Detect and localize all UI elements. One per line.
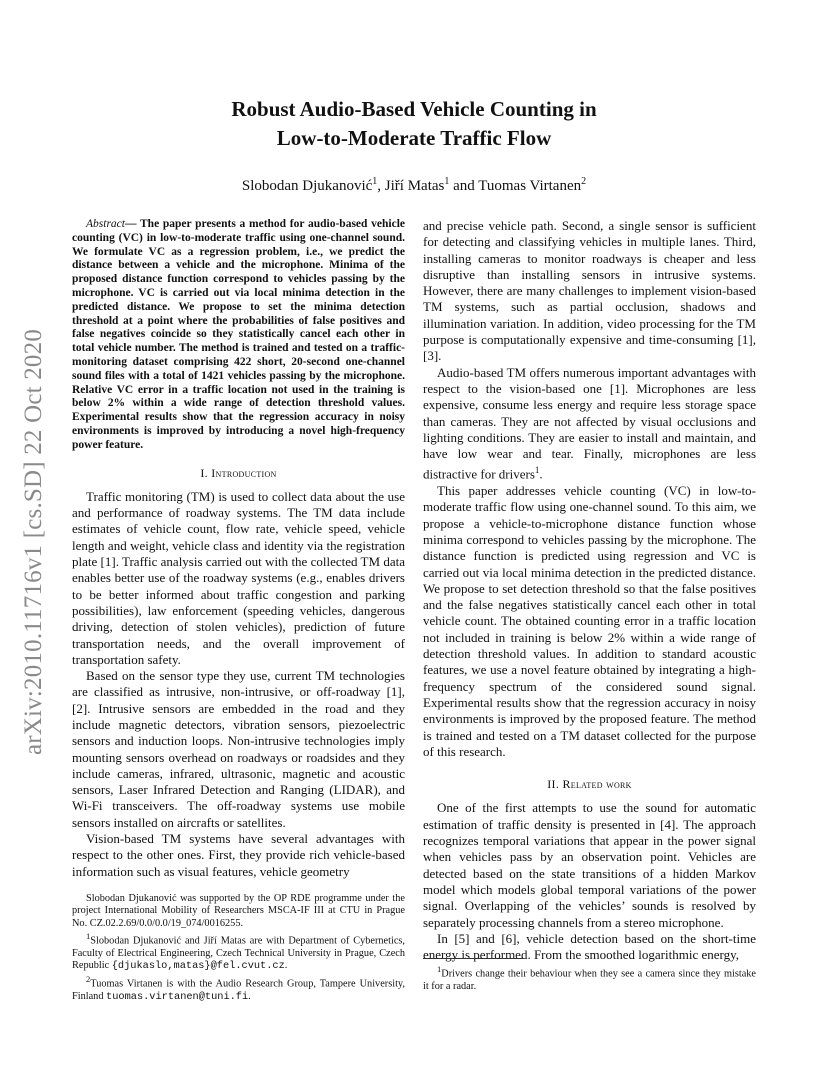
section-name: Introduction (211, 465, 277, 480)
paragraph: Vision-based TM systems have several advantages with respect to the other ones. First, they provide rich vehicle-based information such as visual features, vehicle geometry (72, 831, 405, 879)
paragraph: This paper addresses vehicle counting (VC) in low-to-moderate traffic flow using one-channel sound. To this aim, we propose a vehicle-to-microphone distance function whose minima correspond to vehicles passing by the microphone. The distance function is predicted using regression and VC is carried out via local minima detection in the predicted distance. We propose to set detection threshold so that the false positives and the false negatives statistically cancel each other in total vehicle count. The obtained counting error in a traffic location not included in training is below 2% within a wide range of detection threshold values. In addition to standard acoustic features, we use a novel feature obtained by integrating a high-frequency spectrum of the considered sound signal. Experimental results show that the regression accuracy in noisy environments is improved by the proposed feature. The method is trained and tested on a TM dataset collected for the purpose of this research. (423, 483, 756, 759)
paragraph (423, 365, 756, 483)
paragraph: One of the first attempts to use the sound for automatic estimation of traffic density is presented in [4]. The approach recognizes temporal variations that appear in the power signal when vehicles pass by an observation point. Vehicles are detected based on the state transitions of a hidden Markov model which models global temporal variations of the power signal. Overlapping of the vehicles’ sounds is resolved by separately processing channels from a stereo microphone. (423, 800, 756, 930)
author-3: Tuomas Virtanen (478, 178, 582, 194)
section-heading-related-work (423, 776, 756, 792)
footnote-text: Drivers change their behaviour when they see a camera since they mistake it for a radar. (423, 968, 756, 992)
footnotes-left (72, 893, 405, 1003)
footnote-marker: 1 (534, 465, 540, 476)
author-separator: and (449, 178, 479, 194)
paragraph-end: . (539, 466, 543, 482)
arxiv-side-stamp (22, 292, 46, 792)
author-list (60, 172, 768, 196)
email-address: tuomas.virtanen@tuni.fi (106, 990, 249, 1003)
footnote-2 (72, 973, 405, 1003)
author-separator: , (377, 178, 385, 194)
author-1-affil: 1 (372, 176, 378, 187)
author-3-affil: 2 (581, 176, 587, 187)
funding-note: Slobodan Djukanović was supported by the OP RDE programme under the project International Mobility of Researchers MSCA-IF III at CTU in Prague No. CZ.02.2.69/0.0/0.0/19_074/0016255. (72, 893, 405, 929)
paragraph: In [5] and [6], vehicle detection based on the short-time energy is performed. From the smoothed logarithmic energy, (423, 930, 756, 963)
footnote-marker: 2 (86, 973, 91, 984)
footnote-end: . (248, 990, 251, 1002)
footnote-marker: 1 (86, 931, 91, 942)
footnote-end: . (284, 960, 288, 972)
paragraph: Traffic monitoring (TM) is used to collect data about the use and performance of roadway systems. The TM data include estimates of vehicle count, flow rate, vehicle speed, vehicle length and weight, vehicle class and identity via the registration plate [1]. Traffic analysis carried out with the collected TM data enables better use of the roadway systems (e.g., enables drivers to be better informed about traffic congestion and parking possibilities), law enforcement (speeding vehicles, dangerous driving, detection of stolen vehicles), prediction of future transportation needs, and the overall improvement of transportation safety. (72, 488, 405, 667)
title-line-1: Robust Audio-Based Vehicle Counting in (231, 97, 597, 121)
section-name: Related work (562, 777, 632, 792)
right-column (423, 218, 756, 963)
footnote-marker: 1 (437, 964, 442, 974)
footnote-drivers (423, 963, 756, 993)
section-heading-introduction (72, 465, 405, 481)
footnote-rule (423, 958, 523, 959)
footnote-1 (72, 930, 405, 973)
section-number: II. (547, 777, 563, 792)
paragraph: and precise vehicle path. Second, a single sensor is sufficient for detecting and classifying vehicles in multiple lanes. Third, installing cameras to monitor roadways is cheaper and less disruptive than installing sensors in intrusive systems. However, there are many challenges to implement vision-based TM systems, such as partial occlusion, shadows and illumination variation. In addition, video processing for the TM purpose is computationally expensive and time-consuming [1], [3]. (423, 218, 756, 364)
abstract-text: — The paper presents a method for audio-based vehicle counting (VC) in low-to-moderate traffic using one-channel sound. We formulate VC as a regression problem, i.e., we predict the distance between a vehicle and the microphone. Minima of the proposed distance function correspond to vehicles passing by the microphone. VC is carried out via local minima detection in the predicted distance. We propose to set the minima detection threshold at a point where the probabilities of false positives and false negatives coincide so they statistically cancel each other in total vehicle number. The method is trained and tested on a traffic-monitoring dataset comprising 422 short, 20-second one-channel sound files with a total of 1421 vehicles passing by the microphone. Relative VC error in a traffic location not used in the training is below 2% within a wide range of detection threshold values. Experimental results show that the regression accuracy in noisy environments is improved by introducing a novel high-frequency power feature. (72, 218, 405, 451)
paragraph-text: Audio-based TM offers numerous important advantages with respect to the vision-based one [1]. Microphones are less expensive, consume less energy and require less storage space than cameras. They are not affected by visual occlusions and lighting conditions. They are easier to install and maintain, and have low wear and tear. Finally, microphones are less distractive for drivers (423, 364, 756, 482)
paragraph: Based on the sensor type they use, current TM technologies are classified as intrusive, non-intrusive, or off-roadway [1], [2]. Intrusive sensors are embedded in the road and they include magnetic detectors, vibration sensors, piezoelectric sensors and induction loops. Non-intrusive technologies imply mounting sensors overhead on roadways or roadsides and they include cameras, infrared, ultrasonic, magnetic and acoustic sensors, Laser Infrared Detection and Ranging (LIDAR), and Wi-Fi transceivers. The off-roadway systems use mobile sensors installed on aircrafts or satellites. (72, 668, 405, 830)
abstract-label: Abstract (86, 218, 125, 230)
title-line-2: Low-to-Moderate Traffic Flow (276, 126, 552, 150)
footnotes-right (423, 958, 756, 993)
author-2-affil: 1 (444, 176, 450, 187)
paper-title (60, 95, 768, 153)
author-1: Slobodan Djukanović (241, 178, 373, 194)
left-column (72, 218, 405, 880)
arxiv-id: arXiv:2010.11716v1 [cs.SD] 22 Oct 2020 (20, 328, 47, 756)
footnote-text: Tuomas Virtanen is with the Audio Research Group, Tampere University, Finland (72, 978, 405, 1002)
email-address: {djukaslo,matas}@fel.cvut.cz (111, 960, 285, 973)
abstract (72, 218, 405, 453)
footnote-text: Slobodan Djukanović and Jiří Matas are with Department of Cybernetics, Faculty of Electrical Engineering, Czech Technical University in Prague, Czech Republic (72, 935, 405, 972)
author-2: Jiří Matas (384, 178, 445, 194)
section-number: I. (200, 465, 212, 480)
